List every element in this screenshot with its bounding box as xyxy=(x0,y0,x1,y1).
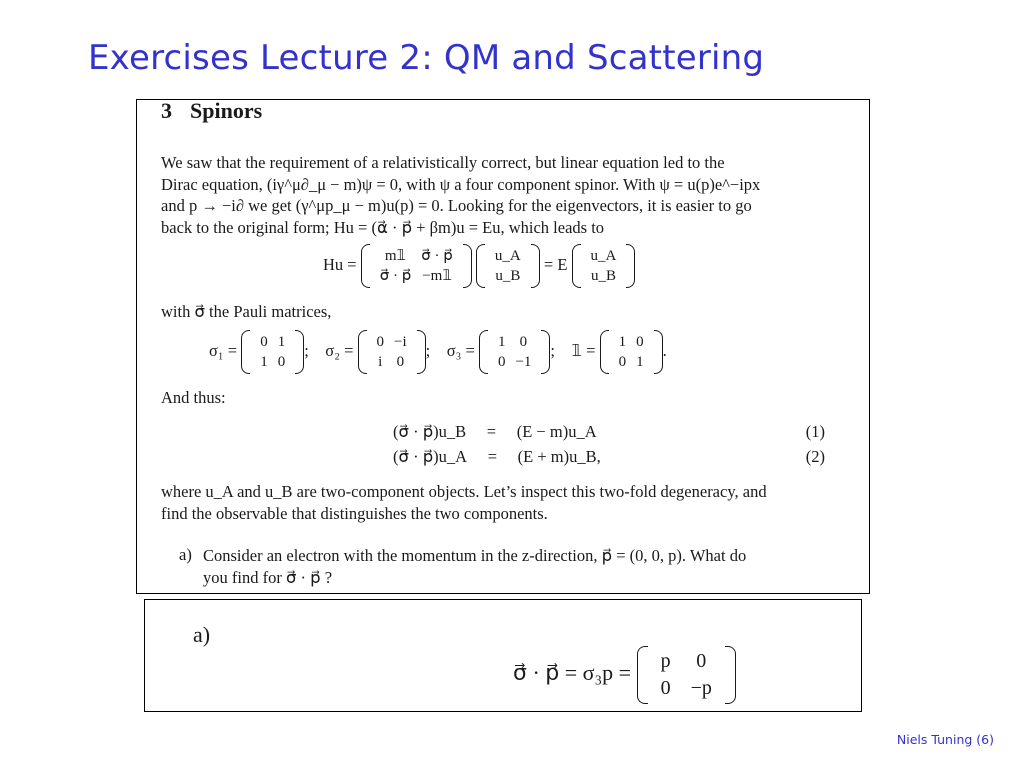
matrix-cell: 0 xyxy=(396,354,405,370)
vector-cell: u_A xyxy=(494,248,521,264)
matrix-cell: m𝟙 xyxy=(384,248,407,264)
matrix-cell: 0 xyxy=(277,354,286,370)
matrix-cell: 0 xyxy=(696,650,707,672)
hamiltonian-vector xyxy=(476,246,540,286)
vector-cell: u_B xyxy=(590,268,616,284)
and-thus-text: And thus: xyxy=(161,388,226,407)
sigma2-matrix xyxy=(358,332,426,372)
matrix-cell: σ⃗ · p⃗ xyxy=(379,268,412,284)
footer-credit: Niels Tuning (6) xyxy=(896,732,994,747)
matrix-cell: 1 xyxy=(497,334,506,350)
matrix-cell: −p xyxy=(690,677,712,699)
sigma1-matrix xyxy=(241,332,304,372)
matrix-cell: i xyxy=(378,354,383,370)
intro-paragraph xyxy=(161,152,827,238)
matrix-cell: 0 xyxy=(618,354,627,370)
sigma3-matrix xyxy=(479,332,550,372)
matrix-cell: σ⃗ · p⃗ xyxy=(421,248,453,264)
intro-line-2: Dirac equation, (iγ^μ∂_μ − m)ψ = 0, with ψ a four component spinor. With ψ = u(p)e^−ipx xyxy=(161,174,761,194)
where-line-2: find the observable that distinguishes the two components. xyxy=(161,503,548,523)
section-title: Spinors xyxy=(190,98,263,123)
equation-1 xyxy=(393,422,597,442)
matrix-cell: −1 xyxy=(515,354,532,370)
identity-matrix xyxy=(600,332,663,372)
sigma3-label: σ₃ = xyxy=(446,340,475,360)
matrix-cell: 0 xyxy=(636,334,644,350)
section-heading xyxy=(161,98,262,124)
answer-a-equation xyxy=(513,648,736,702)
vector-cell: u_A xyxy=(590,248,617,264)
pauli-intro: with σ⃗ the Pauli matrices, xyxy=(161,302,332,321)
matrix-cell: 0 xyxy=(497,354,506,370)
sigma2-label: σ₂ = xyxy=(325,340,354,360)
hamiltonian-equation xyxy=(323,246,635,286)
matrix-cell: 1 xyxy=(277,334,286,350)
matrix-cell: 1 xyxy=(618,334,627,350)
section-number: 3 xyxy=(161,98,172,123)
equation-rhs: (E − m)u_A xyxy=(516,422,597,441)
pauli-matrices: σ₁ = 0 1 1 0 ; σ₂ = 0 −i i 0 ; σ₃ = 1 0 0 −1 ; 𝟙 = 1 0 0 1 . xyxy=(209,334,667,370)
vector-cell: u_B xyxy=(495,268,521,284)
identity-label: 𝟙 = xyxy=(571,340,596,360)
question-a-text xyxy=(203,545,827,588)
question-a-line-1: Consider an electron with the momentum in the z-direction, p⃗ = (0, 0, p). What do xyxy=(203,546,747,565)
question-a-label: a) xyxy=(179,545,192,564)
intro-line-1: We saw that the requirement of a relativistically correct, but linear equation led to the xyxy=(161,153,725,172)
where-paragraph xyxy=(161,481,827,524)
equation-2 xyxy=(393,447,601,467)
slide-title: Exercises Lecture 2: QM and Scattering xyxy=(88,38,765,78)
separator: ; xyxy=(550,340,555,360)
equation-eq: = xyxy=(487,447,498,466)
hamiltonian-matrix xyxy=(361,246,472,286)
matrix-cell: 0 xyxy=(376,334,384,350)
answer-a-label: a) xyxy=(193,622,211,647)
equation-number-2: (2) xyxy=(805,447,825,466)
matrix-cell: −i xyxy=(394,334,407,350)
sigma1-label: σ₁ = xyxy=(209,340,238,360)
equation-rhs: (E + m)u_B, xyxy=(517,447,601,466)
answer-box xyxy=(144,599,862,712)
intro-line-4: back to the original form; Hu = (α⃗ · p⃗ + βm)u = Eu, which leads to xyxy=(161,217,605,237)
separator: ; xyxy=(304,340,309,360)
where-line-1: where u_A and u_B are two-component objects. Let’s inspect this two-fold degeneracy, and xyxy=(161,482,767,501)
exercise-excerpt-box xyxy=(136,99,870,594)
matrix-cell: 0 xyxy=(260,334,268,350)
hamiltonian-mid: = E xyxy=(543,254,568,274)
matrix-cell: 1 xyxy=(636,354,644,370)
answer-matrix xyxy=(637,648,736,702)
equation-number-1: (1) xyxy=(805,422,825,441)
matrix-cell: 0 xyxy=(660,677,671,699)
equation-eq: = xyxy=(486,422,497,441)
hamiltonian-lhs: Hu = xyxy=(323,254,357,274)
matrix-cell: −m𝟙 xyxy=(422,268,452,284)
matrix-cell: p xyxy=(660,650,671,672)
hamiltonian-rhs-vector xyxy=(572,246,636,286)
question-a-line-2: you find for σ⃗ · p⃗ ? xyxy=(203,567,333,587)
matrix-cell: 1 xyxy=(260,354,268,370)
equation-lhs: (σ⃗ · p⃗)u_A xyxy=(393,447,468,466)
separator: ; xyxy=(425,340,431,360)
intro-line-3: and p → −i∂ we get (γ^μp_μ − m)u(p) = 0. Looking for the eigenvectors, it is easier to go xyxy=(161,196,752,215)
answer-lhs: σ⃗ · p⃗ = σ₃p = xyxy=(513,660,632,686)
equation-lhs: (σ⃗ · p⃗)u_B xyxy=(393,422,467,441)
matrix-cell: 0 xyxy=(519,334,528,350)
